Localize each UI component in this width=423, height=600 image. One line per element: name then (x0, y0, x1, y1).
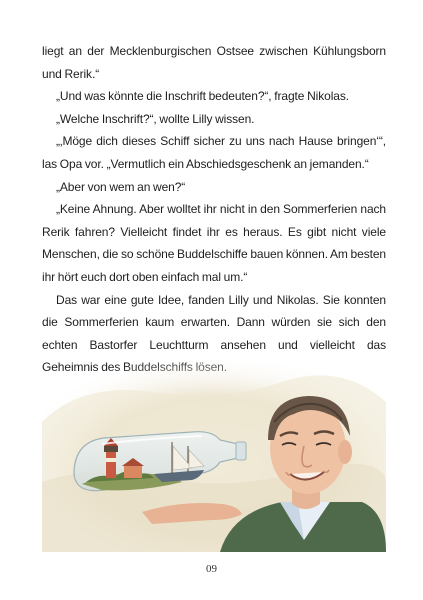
body-text (42, 40, 386, 379)
paragraph-1: liegt an der Mecklenburgischen Ostsee zwischen Kühlungsborn und Rerik.“ (42, 44, 386, 81)
paragraph-4: „‚Möge dich dieses Schiff sicher zu uns nach Hause bringen‘“, las Opa vor. „Vermutlich ein Abschiedsgeschenk an jemanden.“ (42, 134, 386, 171)
lighthouse (106, 450, 116, 478)
paragraph-6: „Keine Ahnung. Aber wolltet ihr nicht in den Sommerferien nach Rerik fahren? Vielleicht findet ihr es heraus. Es gibt nicht viele Menschen, die so schöne Buddelschiffe bauen können. Am besten ihr hört euch dort oben einfach mal um.“ (42, 202, 386, 284)
page-number: 09 (206, 563, 217, 575)
paragraph-2: „Und was könnte die Inschrift bedeuten?“, fragte Nikolas. (56, 89, 349, 104)
paragraph-5: „Aber von wem an wen?“ (56, 179, 186, 194)
paragraph-7: Das war eine gute Idee, fanden Lilly und Nikolas. Sie konnten die Sommerferien kaum erwarten. Dann würden sie sich den echten Bastorfer Leuchtturm ansehen und vielleicht das (42, 292, 386, 352)
paragraph-3: „Welche Inschrift?“, wollte Lilly wissen. (56, 111, 255, 126)
grandpa-ship-in-bottle-illustration (42, 362, 386, 552)
